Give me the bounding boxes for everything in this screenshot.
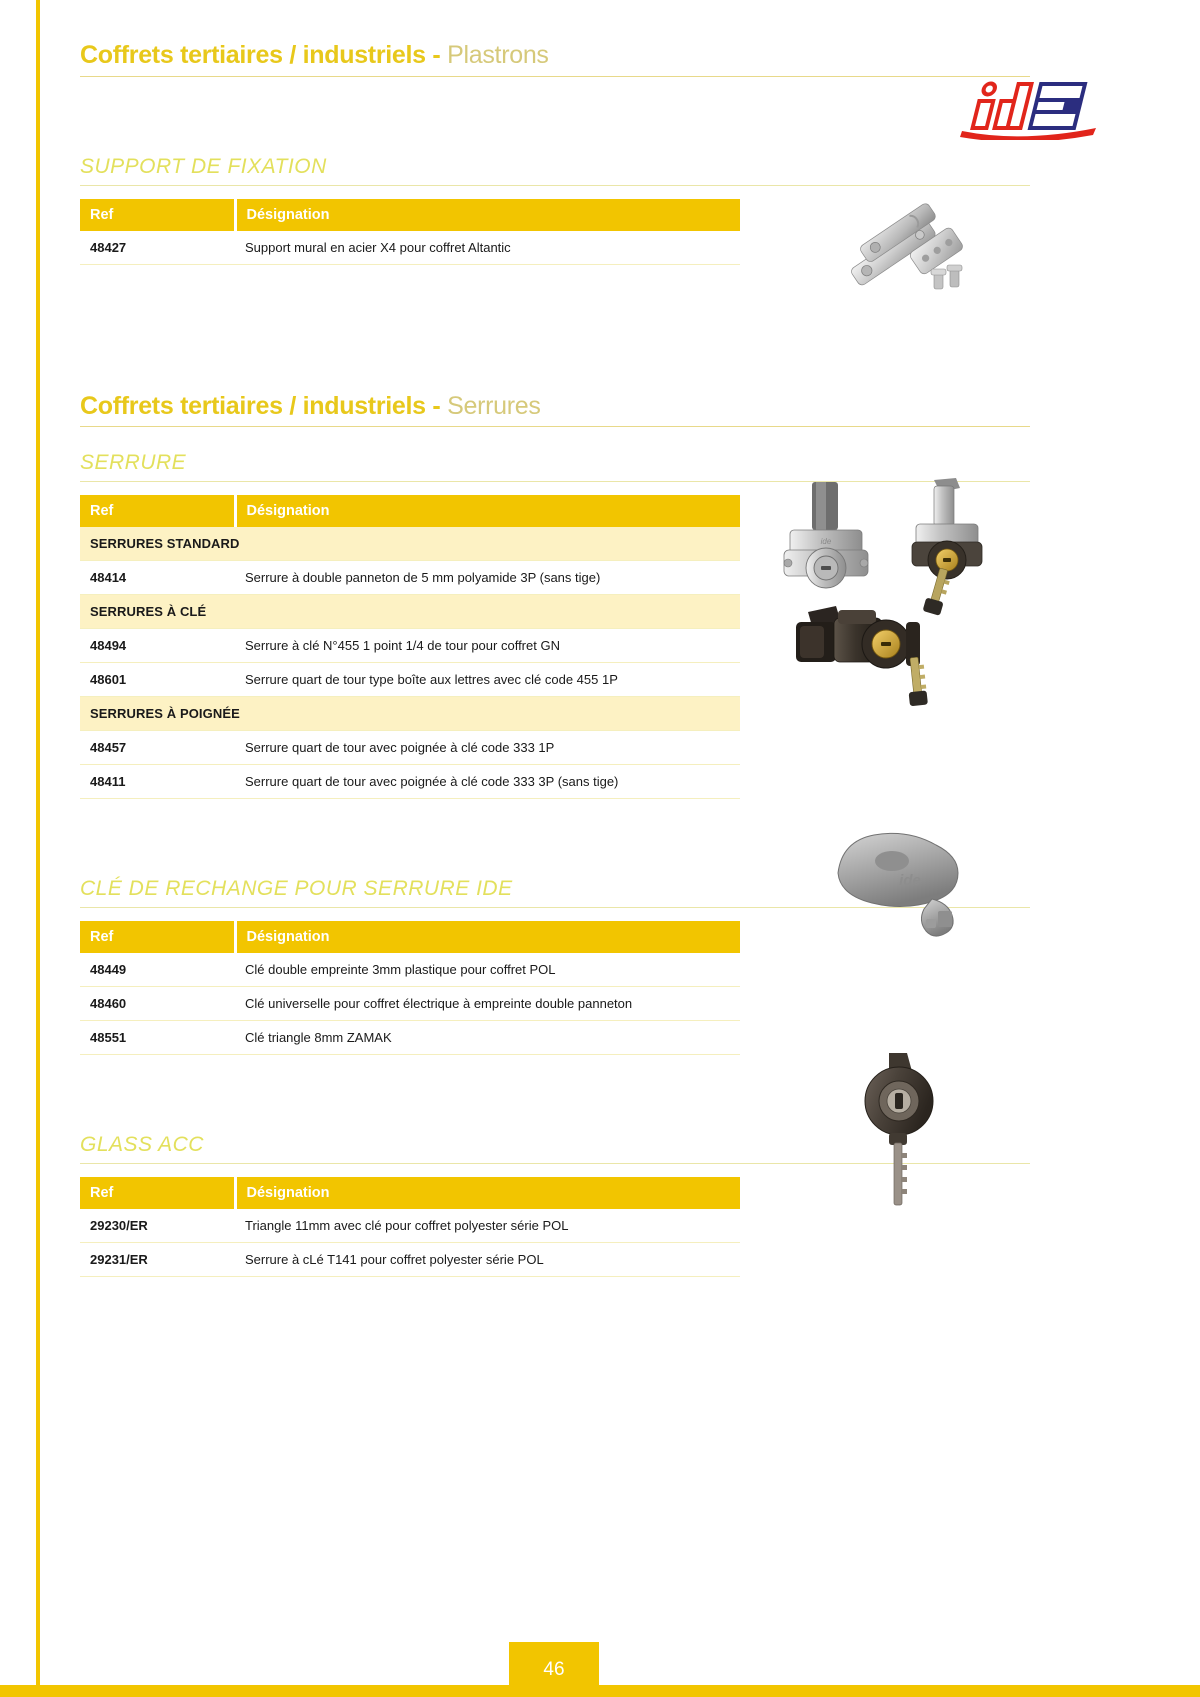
triangle-lock-photo (845, 1045, 965, 1215)
svg-text:ide: ide (820, 537, 832, 546)
spare-key-svg (820, 815, 990, 945)
cell-designation: Serrure à clé N°455 1 point 1/4 de tour pour coffret GN (235, 629, 740, 663)
section-title: CLÉ DE RECHANGE POUR SERRURE IDE (80, 877, 513, 900)
cell-designation: Serrure quart de tour type boîte aux lettres avec clé code 455 1P (235, 663, 740, 697)
cell-ref: 48411 (80, 765, 235, 799)
chapter-title-strong: Coffrets tertiaires / industriels (80, 41, 426, 69)
table-category-row (80, 527, 740, 561)
table-row (80, 629, 740, 663)
column-header-ref: Ref (80, 495, 235, 527)
section-title: SERRURE (80, 451, 187, 474)
wall-bracket-photo (830, 195, 1000, 315)
section-chapter-title (80, 393, 1120, 421)
cell-ref: 48551 (80, 1021, 235, 1055)
cell-designation: Clé triangle 8mm ZAMAK (235, 1021, 740, 1055)
table-row (80, 765, 740, 799)
cell-designation: Clé universelle pour coffret électrique à empreinte double panneton (235, 987, 740, 1021)
product-table-glass-acc (80, 1177, 740, 1277)
locks-svg (770, 470, 1020, 720)
table-category-row (80, 595, 740, 629)
cell-designation: Serrure à cLé T141 pour coffret polyester série POL (235, 1243, 740, 1277)
spare-key-photo (820, 815, 990, 945)
column-header-designation: Désignation (235, 199, 740, 231)
cell-ref: 48460 (80, 987, 235, 1021)
column-header-designation: Désignation (235, 921, 740, 953)
table-row (80, 231, 740, 265)
cell-ref: 48457 (80, 731, 235, 765)
chapter-divider (80, 76, 1030, 77)
cell-designation: Triangle 11mm avec clé pour coffret polyester série POL (235, 1209, 740, 1243)
section-title: GLASS ACC (80, 1133, 204, 1156)
table-header-row (80, 921, 740, 953)
cell-designation: Serrure à double panneton de 5 mm polyamide 3P (sans tige) (235, 561, 740, 595)
left-margin-rule (36, 0, 40, 1697)
section-divider (80, 185, 1030, 186)
cell-designation (235, 697, 740, 731)
cell-ref: 48601 (80, 663, 235, 697)
cell-category-label: SERRURES STANDARD (80, 527, 235, 561)
table-row (80, 663, 740, 697)
column-header-designation: Désignation (235, 1177, 740, 1209)
svg-text:ide: ide (899, 872, 921, 889)
column-header-ref: Ref (80, 921, 235, 953)
cell-ref: 48427 (80, 231, 235, 265)
cell-designation: Support mural en acier X4 pour coffret Altantic (235, 231, 740, 265)
table-header-row (80, 1177, 740, 1209)
table-row (80, 561, 740, 595)
product-table-cle (80, 921, 740, 1055)
table-header-row (80, 199, 740, 231)
cell-category-label: SERRURES À CLÉ (80, 595, 235, 629)
cell-designation (235, 595, 740, 629)
chapter-title-strong: Coffrets tertiaires / industriels (80, 391, 426, 420)
table-header-row (80, 495, 740, 527)
table-row (80, 1243, 740, 1277)
chapter-heading-serrures (80, 393, 1120, 436)
chapter-title-light: Plastrons (447, 41, 549, 69)
cell-designation: Serrure quart de tour avec poignée à clé code 333 3P (sans tige) (235, 765, 740, 799)
cell-ref: 29230/ER (80, 1209, 235, 1243)
product-table-serrure (80, 495, 740, 799)
page-title (80, 42, 1120, 70)
section-title: SUPPORT DE FIXATION (80, 154, 327, 178)
column-header-ref: Ref (80, 199, 235, 231)
wall-bracket-svg (830, 195, 1000, 315)
table-row (80, 987, 740, 1021)
table-row (80, 731, 740, 765)
chapter-divider (80, 426, 1030, 427)
column-header-designation: Désignation (235, 495, 740, 527)
locks-photo (770, 470, 1020, 720)
page-number: 46 (509, 1642, 599, 1697)
table-category-row (80, 697, 740, 731)
chapter-title-dash: - (432, 391, 441, 420)
triangle-lock-svg (845, 1045, 965, 1215)
cell-category-label: SERRURES À POIGNÉE (80, 697, 235, 731)
cell-designation: Serrure quart de tour avec poignée à clé code 333 1P (235, 731, 740, 765)
table-row (80, 953, 740, 987)
cell-ref: 48449 (80, 953, 235, 987)
chapter-title-light: Serrures (447, 391, 541, 420)
cell-designation (235, 527, 740, 561)
cell-ref: 48494 (80, 629, 235, 663)
table-row (80, 1209, 740, 1243)
cell-ref: 48414 (80, 561, 235, 595)
cell-ref: 29231/ER (80, 1243, 235, 1277)
column-header-ref: Ref (80, 1177, 235, 1209)
chapter-heading-plastrons (80, 42, 1120, 85)
product-table-support (80, 199, 740, 265)
footer-bar (0, 1685, 1200, 1697)
table-row (80, 1021, 740, 1055)
chapter-title-dash: - (432, 41, 441, 69)
cell-designation: Clé double empreinte 3mm plastique pour coffret POL (235, 953, 740, 987)
